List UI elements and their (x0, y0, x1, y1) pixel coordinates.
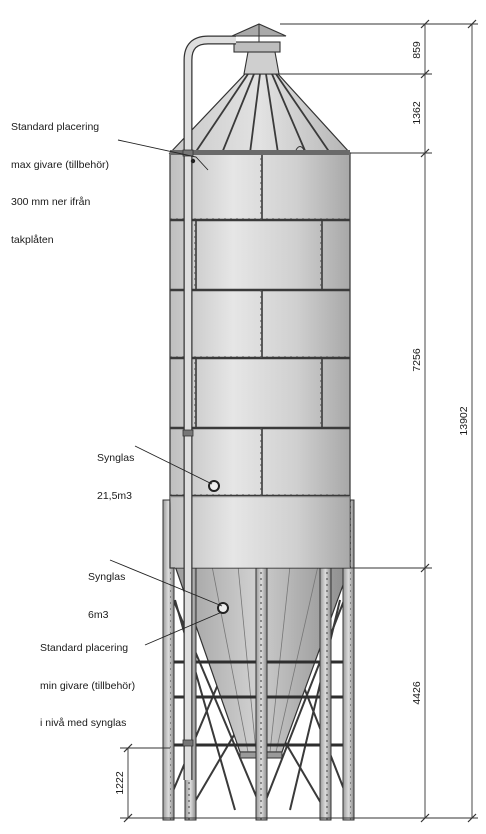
note-max-sensor-line4: takplåten (11, 233, 54, 246)
dim-roof-cone: 1362 (411, 101, 423, 125)
silo-cylinder (170, 153, 350, 568)
note-sight-glass-lower-line1: Synglas (88, 571, 126, 583)
dim-hopper-legs: 4426 (411, 681, 423, 705)
note-max-sensor-line1: Standard placering (11, 121, 100, 133)
max-sensor-mark (191, 159, 195, 163)
note-min-sensor-line3: i nivå med synglas (40, 717, 127, 729)
note-min-sensor (40, 617, 135, 742)
dim-total-height: 13902 (458, 406, 470, 436)
dim-cylinder: 7256 (411, 348, 423, 372)
note-max-sensor-line3: 300 mm ner ifrån (11, 196, 91, 208)
sight-glass-upper (209, 481, 219, 491)
note-min-sensor-line1: Standard placering (40, 642, 129, 654)
note-max-sensor (11, 96, 109, 259)
note-max-sensor-line2: max givare (tillbehör) (11, 158, 110, 171)
roof-cone (170, 74, 350, 155)
note-sight-glass-upper-line1: Synglas (97, 452, 135, 464)
dim-ground-clearance: 1222 (114, 771, 126, 795)
note-min-sensor-line2: min givare (tillbehör) (40, 679, 136, 692)
top-hood (232, 24, 286, 74)
note-sight-glass-upper (97, 427, 134, 515)
note-sight-glass-upper-line2: 21,5m3 (97, 489, 133, 502)
note-sight-glass-lower-line2: 6m3 (88, 608, 109, 621)
dim-top-hood: 859 (411, 41, 423, 59)
